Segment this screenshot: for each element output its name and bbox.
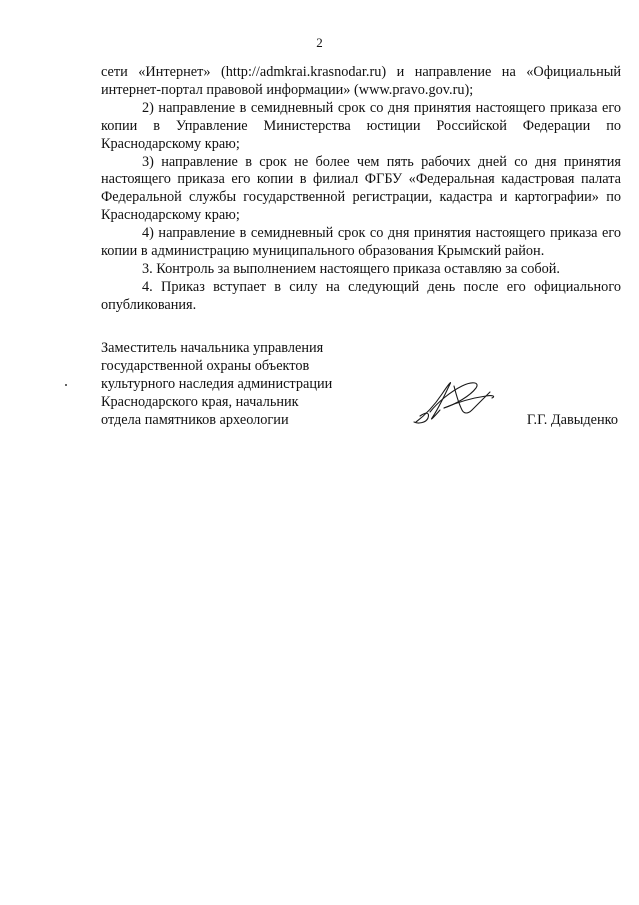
- signatory-title-line: государственной охраны объектов: [101, 357, 310, 374]
- signatory-title-line: культурного наследия администрации: [101, 375, 333, 392]
- paragraph-item-3: 3) направление в срок не более чем пять рабочих дней со дня принятия настоящего приказа его копии в филиал ФГБУ «Федеральная кадастровая палата Федеральной службы государственной регистрации, кадастра и картографии» по Краснодарскому краю;: [101, 153, 621, 224]
- document-body: [101, 64, 621, 315]
- paragraph-clause-4: 4. Приказ вступает в силу на следующий день после его официального опубликования.: [101, 278, 621, 313]
- signatory-title-line: Краснодарского края, начальник: [101, 393, 299, 410]
- paragraph-item-2: 2) направление в семидневный срок со дня принятия настоящего приказа его копии в Управление Министерства юстиции Российской Федерации по Краснодарскому краю;: [101, 99, 621, 152]
- paragraph-continuation: сети «Интернет» (http://admkrai.krasnodar.ru) и направление на «Официальный интернет-портал правовой информации» (www.pravo.gov.ru);: [101, 64, 621, 98]
- handwritten-signature: [410, 372, 502, 426]
- signatory-title-line: отдела памятников археологии: [101, 411, 289, 428]
- signatory-title-block: [101, 340, 401, 430]
- paragraph-item-4: 4) направление в семидневный срок со дня принятия настоящего приказа его копии в администрацию муниципального образования Крымский район.: [101, 225, 621, 260]
- signer-name: Г.Г. Давыденко: [526, 412, 618, 428]
- scan-dot-mark: [65, 384, 67, 386]
- paragraph-clause-3: 3. Контроль за выполнением настоящего приказа оставляю за собой.: [142, 260, 561, 277]
- page-number: 2: [316, 35, 323, 50]
- signatory-title-line: Заместитель начальника управления: [101, 340, 324, 356]
